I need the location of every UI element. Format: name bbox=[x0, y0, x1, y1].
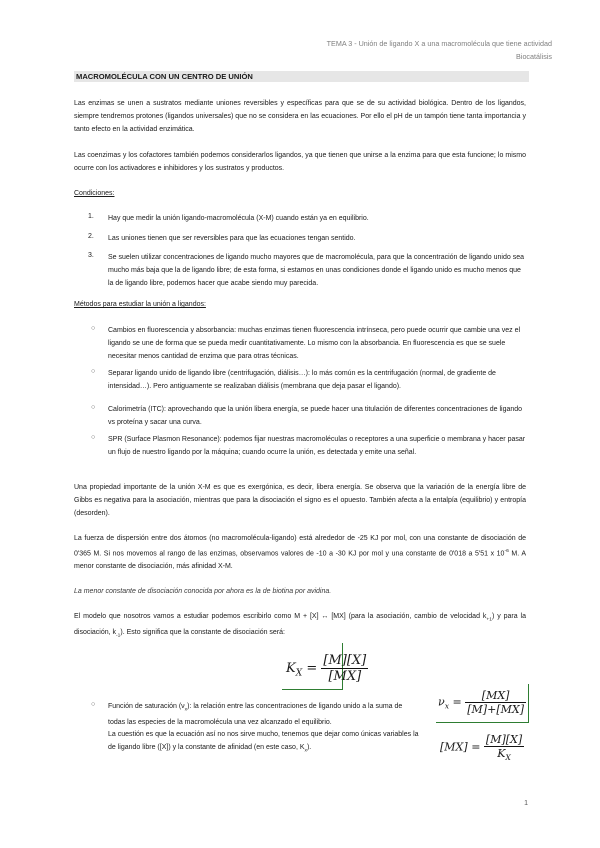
dispersion-force-paragraph: La fuerza de dispersión entre dos átomos (no macromolécula-ligando) está alrededor de -25 KJ por mol, con una constante de disociación de 0'365 M. Si nos movemos al rango de las enzimas, observamos valores de -10 a -30 KJ por mol y una constante de 0'018 a 5'51 x $10^{-6}$ M. A menor constante de disociación, más afinidad X-M. bbox=[74, 535, 526, 570]
header-line-2: Biocatálisis bbox=[516, 51, 552, 61]
method-item: Separar ligando unido de ligando libre (centrifugación, diálisis…): lo más común es la centrifugación (normal, de gradiente de intensidad…). Pero antiguamente se realizaban diálisis (membrana que deja pasar el ligando). bbox=[108, 370, 496, 390]
header-line-1: TEMA 3 - Unión de ligando X a una macromolécula que tiene actividad bbox=[326, 39, 552, 48]
intro-paragraph-1: Las enzimas se unen a sustratos mediante uniones reversibles y específicas para que se de su actividad biológica. Dentro de los ligandos, siempre tendremos protones (ligandos universales) que no se considera en las ecuaciones. Por ello el pH de un tampón tiene tanta importancia y tanto efecto en la actividad enzimática. bbox=[74, 100, 526, 133]
condition-item: Las uniones tienen que ser reversibles para que las ecuaciones tengan sentido. bbox=[108, 235, 356, 242]
condition-number: 2. bbox=[88, 233, 94, 240]
equation-dissociation-constant: $K_X$ = $\frac{[M][X]}{[MX]}$ bbox=[282, 643, 343, 690]
condition-item: Se suelen utilizar concentraciones de ligando mucho mayores que de macromolécula, para que la concentración de ligando unido sea mucho más baja que la de ligando libre; de esta forma, si estamos en unas condiciones donde el ligando unido es mucho menos que la de ligando libre, podemos hacer que acabe siendo muy parecida. bbox=[108, 254, 524, 287]
condition-number: 3. bbox=[88, 252, 94, 259]
equation-mx: [MX] = $\frac{[M][X]}{K_X}$ bbox=[440, 733, 523, 763]
model-paragraph: El modelo que nosotros vamos a estudiar podemos escribirlo como M + [X] ↔ [MX] (para la asociación, cambio de velocidad $k_{+1}$) y para la disociación, $k_{-1}$). Esto significa que la constante de disociación será: bbox=[74, 613, 526, 639]
bullet-icon: ○ bbox=[91, 368, 96, 375]
method-item: SPR (Surface Plasmon Resonance): podemos fijar nuestras macromoléculas o receptores a una superficie o membrana y hacer pasar un flujo de nuestro ligando por la máquina; cuando ocurre la unión, es detectada y emite una señal. bbox=[108, 436, 526, 456]
bullet-icon: ○ bbox=[91, 701, 96, 708]
condition-item: Hay que medir la unión ligando-macromolécula (X-M) cuando están ya en equilibrio. bbox=[108, 215, 369, 222]
section-title: MACROMOLÉCULA CON UN CENTRO DE UNIÓN bbox=[74, 71, 529, 82]
saturation-function-text: Función de saturación $(\nu_x)$: la relación entre las concentraciones de ligando unido a la suma de todas las especies de la macromolécula una vez alcanzado el equilibrio. bbox=[108, 703, 403, 727]
conditions-heading: Condiciones: bbox=[74, 190, 115, 197]
method-item: Calorimetría (ITC): aprovechando que la unión libera energía, se puede hacer una titulación de diferentes concentraciones de ligando vs proteína y sacar una curva. bbox=[108, 406, 523, 426]
method-item: Cambios en fluorescencia y absorbancia: muchas enzimas tienen fluorescencia intrínseca, pero puede ocurrir que cambie una vez el ligando se une de forma que se pueda medir cuantitativamente. Lo mismo con la absorbancia. En fluorescencia es que se suele necesitar menos cantidad de enzima que para otras técnicas. bbox=[108, 327, 521, 360]
exergonic-paragraph: Una propiedad importante de la unión X-M es que es exergónica, es decir, libera energía. Se observa que la variación de la energía libre de Gibbs es negativa para la asociación, mientras que para la disociación el signo es el opuesto. También afecta a la entalpía (equilibrio) y entropía (desorden). bbox=[74, 484, 526, 517]
bullet-icon: ○ bbox=[91, 325, 96, 332]
methods-heading: Métodos para estudiar la unión a ligandos: bbox=[74, 301, 206, 308]
equation-saturation: $\nu_x$ = $\frac{[MX]}{[M]+[MX]}$ bbox=[436, 684, 529, 723]
intro-paragraph-2: Las coenzimas y los cofactores también podemos considerarlos ligandos, ya que tienen que unirse a la enzima para que esta funcione; lo mismo ocurre con los activadores e inhibidores y los sustratos y productos. bbox=[74, 152, 526, 172]
question-paragraph: La cuestión es que la ecuación así no nos sirve mucho, tenemos que dejar como únicas variables la de ligando libre ([X]) y la constante de afinidad (en este caso, $K_x$). bbox=[108, 731, 419, 754]
italic-note: La menor constante de disociación conocida por ahora es la de biotina por avidina. bbox=[74, 588, 332, 595]
bullet-icon: ○ bbox=[91, 404, 96, 411]
bullet-icon: ○ bbox=[91, 434, 96, 441]
condition-number: 1. bbox=[88, 213, 94, 220]
page-number: 1 bbox=[524, 800, 528, 807]
running-header bbox=[327, 38, 552, 63]
